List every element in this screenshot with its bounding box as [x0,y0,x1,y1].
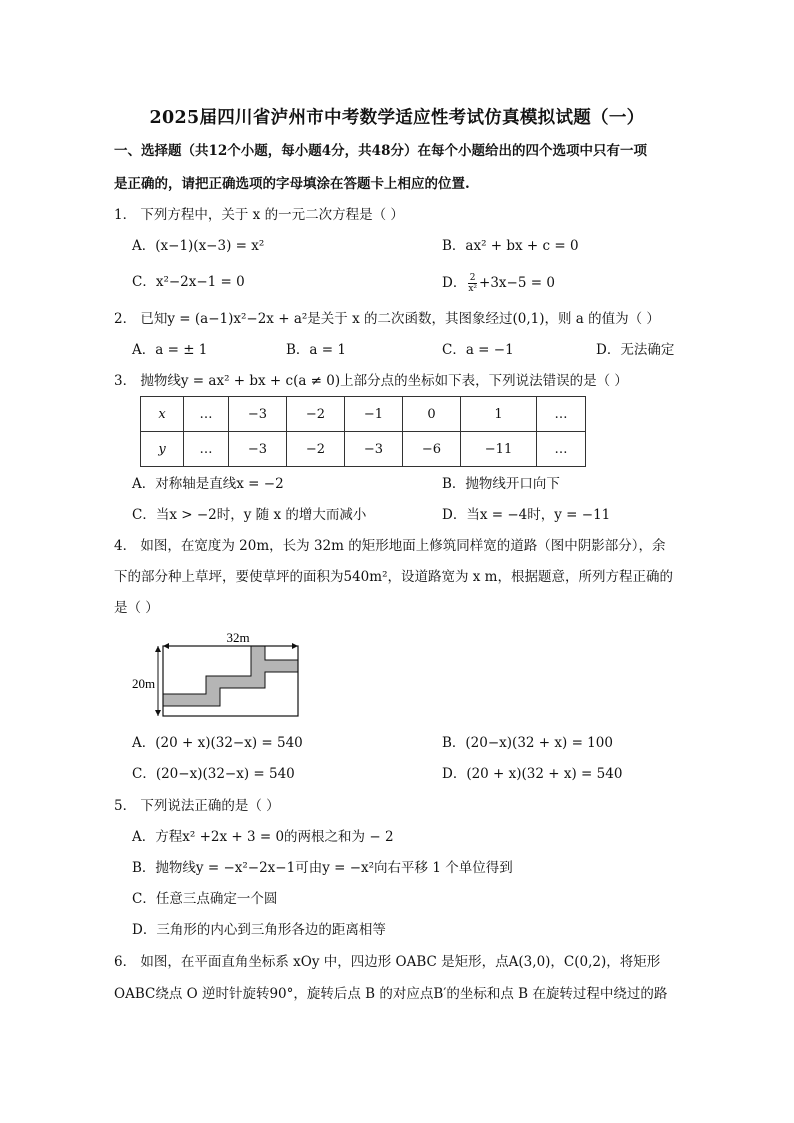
table-cell: … [537,397,586,432]
table-cell: y [141,432,184,467]
q3-coordinate-table [140,396,586,467]
q3-stem: 3． 抛物线y = ax² + bx + c(a ≠ 0)上部分点的坐标如下表，下列说法错误的是（ ） [114,373,628,389]
q6-stem-line-1: 6． 如图，在平面直角坐标系 xOy 中，四边形 OABC 是矩形，点A(3,0)，C(0,2)，将矩形 [114,954,661,970]
table-row [141,397,586,432]
table-cell: −11 [461,432,537,467]
table-cell: −3 [229,432,287,467]
q4-option-a: A．(20 + x)(32−x) = 540 [132,735,303,751]
table-cell: … [537,432,586,467]
q4-option-b: B．(20−x)(32 + x) = 100 [442,735,613,751]
table-cell: −2 [287,397,345,432]
table-cell: x [141,397,184,432]
table-cell: −1 [345,397,403,432]
table-cell: 0 [403,397,461,432]
q3-option-d: D．当x = −4时，y = −11 [442,507,611,523]
q2-option-b: B．a = 1 [286,342,346,358]
table-cell: … [184,432,229,467]
height-arrow-top [155,646,161,652]
table-row [141,432,586,467]
q2-stem: 2． 已知y = (a−1)x²−2x + a²是关于 x 的二次函数，其图象经过(0,1)，则 a 的值为（ ） [114,311,660,327]
q1-option-c: C．x²−2x−1 = 0 [132,274,245,290]
q2-option-d: D．无法确定 [596,342,675,358]
q1-option-d-prefix: D． [442,275,467,291]
table-cell: −3 [229,397,287,432]
width-label: 32m [226,630,250,645]
q5-option-b: B．抛物线y = −x²−2x−1可由y = −x²向右平移 1 个单位得到 [132,860,513,876]
table-cell: 1 [461,397,537,432]
q5-option-d: D．三角形的内心到三角形各边的距离相等 [132,922,386,938]
q1-option-a: A．(x−1)(x−3) = x² [132,238,265,254]
q2-option-a: A．a = ± 1 [132,342,208,358]
height-label: 20m [132,676,156,691]
q1-option-b: B．ax² + bx + c = 0 [442,238,579,254]
q4-stem-line-1: 4． 如图，在宽度为 20m，长为 32m 的矩形地面上修筑同样宽的道路（图中阴影部分），余 [114,538,666,554]
q3-option-c: C．当x > −2时，y 随 x 的增大而减小 [132,507,367,523]
q1-option-d-numerator: 2 [469,273,476,283]
q2-option-c: C．a = −1 [442,342,514,358]
q5-option-a: A．方程x² +2x + 3 = 0的两根之和为 − 2 [132,829,394,845]
q6-stem-line-2: OABC绕点 O 逆时针旋转90°，旋转后点 B 的对应点B′的坐标和点 B 在旋转过程中绕过的路 [114,986,668,1002]
q1-option-d [442,273,555,294]
section-header-line-1: 一、选择题（共12个小题，每小题4分，共48分）在每个小题给出的四个选项中只有一项 [114,143,647,159]
table-cell: −2 [287,432,345,467]
q1-option-d-rest: +3x−5 = 0 [479,275,555,291]
q4-stem-line-3: 是（ ） [114,600,159,616]
road-rectangle-figure [130,628,310,723]
q3-option-b: B．抛物线开口向下 [442,476,560,492]
q1-stem: 1． 下列方程中，关于 x 的一元二次方程是（ ） [114,207,404,223]
q5-stem: 5． 下列说法正确的是（ ） [114,798,280,814]
q1-option-d-fraction [468,273,477,294]
q4-stem-line-2: 下的部分种上草坪，要使草坪的面积为540m²，设道路宽为 x m，根据题意，所列方程正确的 [114,569,673,585]
road-shaded-region [163,646,298,706]
q4-option-c: C．(20−x)(32−x) = 540 [132,766,295,782]
q4-option-d: D．(20 + x)(32 + x) = 540 [442,766,623,782]
q5-option-c: C．任意三点确定一个圆 [132,891,278,907]
table-cell: −3 [345,432,403,467]
section-header-line-2: 是正确的，请把正确选项的字母填涂在答题卡上相应的位置. [114,176,470,192]
page-title: 2025届四川省泸州市中考数学适应性考试仿真模拟试题（一） [149,108,645,128]
table-cell: −6 [403,432,461,467]
q1-option-d-denominator: x² [468,284,478,294]
q3-option-a: A．对称轴是直线x = −2 [132,476,284,492]
height-arrow-bottom [155,710,161,716]
table-cell: … [184,397,229,432]
